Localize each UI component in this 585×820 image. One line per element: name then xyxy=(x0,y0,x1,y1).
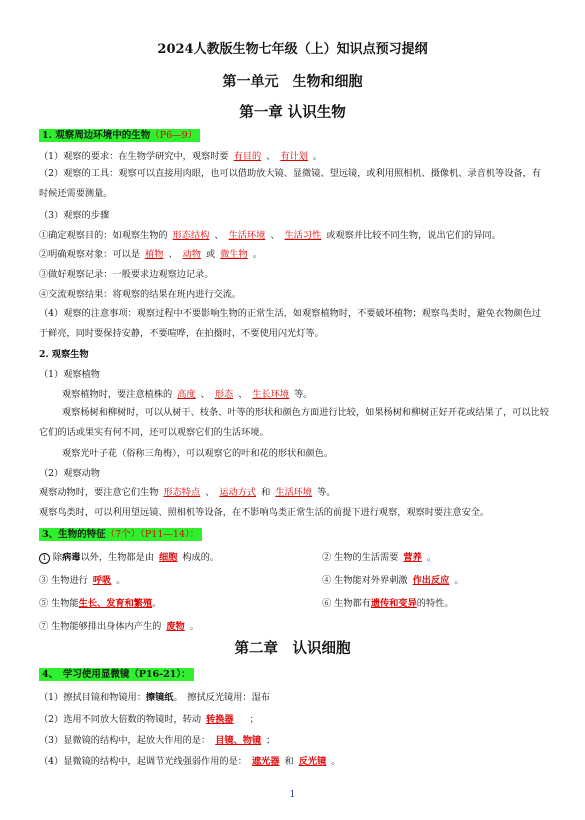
answer-blank: 形态 xyxy=(214,389,234,400)
answer-blank: 呼吸 xyxy=(92,575,112,586)
answer-blank: 生长环境 xyxy=(252,389,290,400)
s1-item-7: ④交流观察结果：将观察的结果在班内进行交流。 xyxy=(39,289,242,300)
answer-blank: 细胞 xyxy=(158,552,178,563)
chapter-2-title: 第二章 认识细胞 xyxy=(234,640,351,657)
answer-blank: 作出反应 xyxy=(412,575,450,586)
s1-item-8: （4）观察的注意事项：观察过程中不要影响生物的正常生活，如观察植物时，不要破坏植物；观察鸟类时，避免衣物颜色过于鲜亮，同时要保持安静，不要喧哗，在拍摄时，不要使用闪光灯等。 xyxy=(39,308,541,339)
answer-blank: 生活习性 xyxy=(284,230,322,241)
answer-blank: 动物 xyxy=(182,249,201,260)
page-number: 1 xyxy=(289,790,296,800)
circled-number: 1 xyxy=(39,553,50,564)
answer-blank: 遗传 xyxy=(370,598,390,609)
s4-item-4: （4）显微镜的结构中，起调节光线强弱作用的是： 遮光器 和 反光镜 。 xyxy=(39,756,341,767)
trait-3: ③ 生物进行 呼吸 。 xyxy=(39,575,126,586)
answer-blank: 转换器 xyxy=(206,714,234,725)
chapter-1-title: 第一章 认识生物 xyxy=(239,104,346,121)
trait-7: ⑦ 生物能够排出身体内产生的 废物 。 xyxy=(39,621,199,632)
answer-blank: 营养 xyxy=(403,552,422,563)
section-3-heading xyxy=(39,528,549,541)
trait-6: ⑥ 生物都有遗传和变异的特性。 xyxy=(322,598,454,609)
trait-4: ④ 生物能对外界刺激 作出反应 。 xyxy=(322,575,464,586)
section-4-heading xyxy=(39,668,549,681)
section-3-note: （7个）（P11—14）： xyxy=(105,529,200,540)
answer-blank: 生活环境 xyxy=(228,230,266,241)
answer-blank: 生长、发育 xyxy=(78,598,125,609)
s1-item-1: （1）观察的要求：在生物学研究中，观察时要 有目的 、 有计划 。 xyxy=(39,151,323,162)
answer-blank: 运动方式 xyxy=(219,487,257,498)
trait-row-3 xyxy=(39,597,549,610)
s2-item-6: 观察动物时，要注意它们生物 形态特点 、 运动方式 和 生活环境 等。 xyxy=(39,487,336,498)
s2-item-7: 观察鸟类时，可以利用望远镜、照相机等设备，在不影响鸟类正常生活的前提下进行观察，观察时要注意安全。 xyxy=(39,507,490,518)
answer-blank: 形态特点 xyxy=(163,487,201,498)
section-1-heading xyxy=(39,129,549,142)
answer-blank: 生活环境 xyxy=(275,487,313,498)
s1-item-2: （2）观察的工具：观察可以直接用肉眼，也可以借助放大镜、显微镜、望远镜，或利用照相机、摄像机、录音机等设备，有时候还需要测量。 xyxy=(39,168,541,199)
answer-blank: 变异 xyxy=(398,598,417,609)
doc-title: 2024人教版生物七年级（上）知识点预习提纲 xyxy=(157,42,428,57)
answer-blank: 废物 xyxy=(166,621,185,632)
s2-item-5: （2）观察动物 xyxy=(39,468,100,479)
answer-blank: 微生物 xyxy=(220,249,248,260)
s2-item-1: （1）观察植物 xyxy=(39,369,100,380)
answer-blank: 有目的 xyxy=(233,151,262,162)
s1-item-4: ①确定观察目的：如观察生物的 形态结构 、 生活环境 、 生活习性 或观察并比较不同生物，说出它们的异同。 xyxy=(39,230,501,241)
s1-item-5: ②明确观察对象：可以是 植物 、 动物 或 微生物 。 xyxy=(39,249,262,260)
trait-2: ② 生物的生活需要 营养 。 xyxy=(322,552,436,563)
section-4-heading-text: 4、 学习使用显微镜（P16-21）： xyxy=(39,668,194,681)
s4-item-1: （1）擦拭目镜和物镜用：擦镜纸。 擦拭反光镜用：湿布 xyxy=(39,692,270,703)
answer-blank: 反光镜 xyxy=(298,756,327,767)
unit-title: 第一单元 生物和细胞 xyxy=(222,74,363,90)
answer-blank: 植物 xyxy=(145,249,164,260)
trait-row-2 xyxy=(39,574,549,587)
trait-5: ⑤ 生物能生长、发育和繁殖。 xyxy=(39,598,162,609)
answer-blank: 目镜、物镜 xyxy=(215,735,262,746)
s4-item-2: （2）选用不同放大倍数的物镜时，转动 转换器 ； xyxy=(39,714,259,725)
trait-row-1 xyxy=(39,551,549,564)
answer-blank: 繁殖 xyxy=(133,598,153,609)
s2-item-2: 观察植物时，要注意植株的 高度 、 形态 、 生长环境 等。 xyxy=(62,389,313,400)
answer-blank: 有计划 xyxy=(280,151,308,162)
section-1-pages: （P6—9） xyxy=(150,130,198,141)
s1-item-6: ③做好观察记录：一般要求边观察边记录。 xyxy=(39,269,214,280)
answer-blank: 遮光器 xyxy=(251,756,280,767)
answer-blank: 形态结构 xyxy=(172,230,210,241)
s4-item-3: （3）显微镜的结构中，起放大作用的是： 目镜、物镜 ； xyxy=(39,735,276,746)
section-2-heading: 2. 观察生物 xyxy=(39,349,89,360)
trait-1: 1 除病毒以外，生物都是由 细胞 构成的。 xyxy=(39,552,219,563)
section-1-heading-text: 1. 观察周边环境中的生物 xyxy=(42,130,151,141)
answer-blank: 高度 xyxy=(177,389,196,400)
s2-item-3: 观察杨树和柳树时，可以从树干、枝条、叶等的形状和颜色方面进行比较，如果杨树和柳树正好开花或结果了，可以比较它们的话或果实有何不同，还可以观察它们的生活环境。 xyxy=(39,407,549,438)
s1-item-3: （3）观察的步骤 xyxy=(39,210,110,221)
s2-item-4: 观察光叶子花（俗称三角梅），可以观察它的叶和花的形状和颜色。 xyxy=(62,448,334,459)
section-3-heading-text: 3、生物的特征 xyxy=(42,529,106,540)
